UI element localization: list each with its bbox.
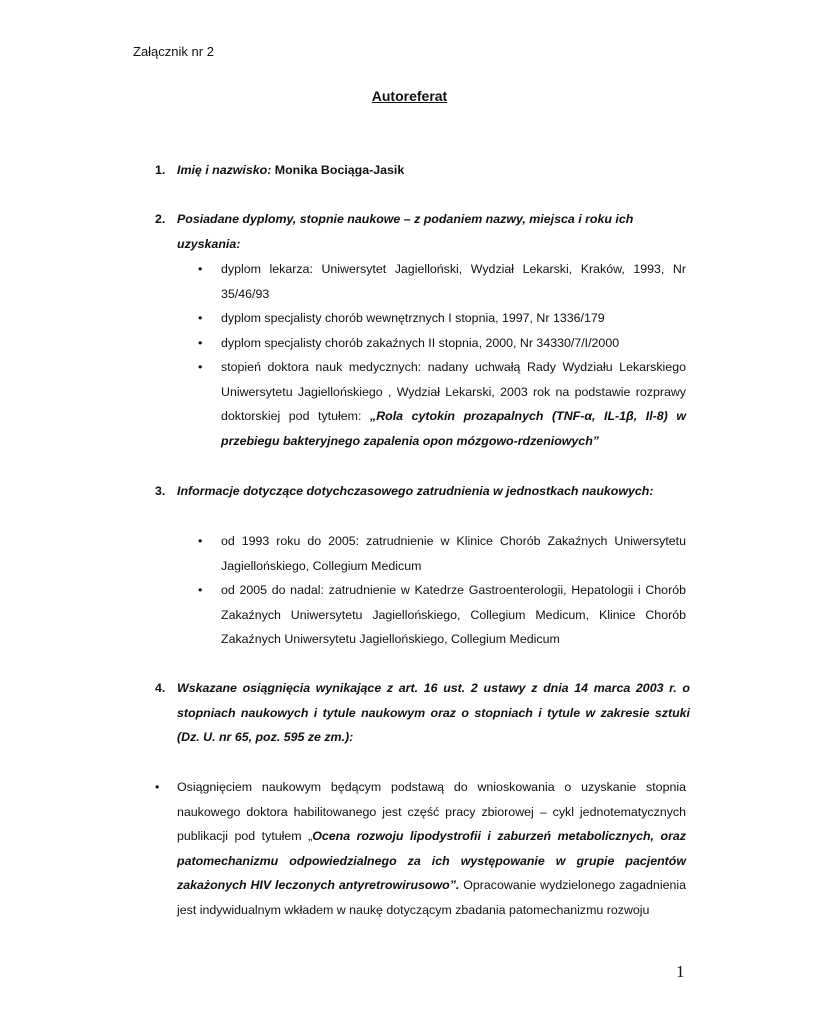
full-name: Monika Bociąga-Jasik [274, 163, 405, 177]
list-item: • od 1993 roku do 2005: zatrudnienie w Klinice Chorób Zakaźnych Uniwersytetu Jagiellońskiego, Collegium Medicum [198, 529, 686, 578]
section-number: 1. [155, 163, 166, 177]
achievement-title: Ocena rozwoju lipodystrofii i zaburzeń metabolicznych, oraz patomechanizmu odpowiedzialnego za ich występowanie w grupie pacjentów zakażonych HIV leczonych antyretrowirusowo”. [177, 829, 686, 892]
achievement-rest: Opracowanie wydzielonego zagadnienia jest indywidualnym wkładem w naukę dotyczącym zbadania patomechanizmu rozwoju [177, 878, 686, 917]
list-item: • dyplom lekarza: Uniwersytet Jagielloński, Wydział Lekarski, Kraków, 1993, Nr 35/46/93 [198, 257, 686, 306]
list-item: • dyplom specjalisty chorób zakaźnych II stopnia, 2000, Nr 34330/7/I/2000 [198, 331, 686, 356]
section-number: 3. [155, 484, 166, 498]
section-2 [155, 207, 690, 256]
bullet-icon: • [198, 360, 203, 374]
diplomas-list [198, 257, 686, 453]
section-label: Informacje dotyczące dotychczasowego zatrudnienia w jednostkach naukowych: [177, 484, 654, 498]
bullet-icon: • [198, 534, 203, 548]
list-item [198, 355, 686, 453]
bullet-icon: • [198, 335, 203, 350]
bullet-icon: • [198, 311, 203, 325]
section-number: 2. [155, 212, 166, 226]
section-label: Posiadane dyplomy, stopnie naukowe – z podaniem nazwy, miejsca i roku ich uzyskania: [177, 212, 634, 251]
section-number: 4. [155, 681, 166, 695]
achievement-intro: Osiągnięciem naukowym będącym podstawą do wnioskowania o uzyskanie stopnia naukowego doktora habilitowanego jest część pracy zbiorowej – cykl jednotematycznych publikacji pod tytułem „ [177, 780, 686, 843]
page-title: Autoreferat [371, 88, 448, 104]
section-label: Wskazane osiągnięcia wynikające z art. 16 ust. 2 ustawy z dnia 14 marca 2003 r. o stopniach naukowych i tytule naukowym oraz o stopniach i tytule w zakresie sztuki (Dz. U. nr 65, poz. 595 ze zm.): [177, 681, 690, 744]
list-item: • od 2005 do nadal: zatrudnienie w Katedrze Gastroenterologii, Hepatologii i Chorób Zakaźnych Uniwersytetu Jagiellońskiego, Collegium Medicum, Klinice Chorób Zakaźnych Uniwersytetu Jagiellońskiego, Collegium Medicum [198, 578, 686, 652]
attachment-label: Załącznik nr 2 [133, 44, 214, 59]
doctorate-text: stopień doktora nauk medycznych: nadany uchwałą Rady Wydziału Lekarskiego Uniwersytetu Jagiellońskiego , Wydział Lekarski, 2003 rok na podstawie rozprawy doktorskiej pod tytułem: [221, 360, 686, 423]
employment-list [198, 529, 686, 652]
achievement-paragraph [155, 775, 686, 922]
bullet-icon: • [198, 583, 203, 597]
list-item: • dyplom specjalisty chorób wewnętrznych I stopnia, 1997, Nr 1336/179 [198, 306, 686, 331]
section-3 [155, 479, 690, 504]
section-1 [155, 158, 690, 183]
section-4 [155, 676, 690, 750]
section-label: Imię i nazwisko: [177, 163, 272, 177]
bullet-icon: • [198, 262, 203, 276]
bullet-icon: • [155, 780, 160, 794]
dissertation-title: „Rola cytokin prozapalnych (TNF-α, IL-1β, Il-8) w przebiegu bakteryjnego zapalenia opon mózgowo-rdzeniowych” [221, 409, 686, 448]
page-number: 1 [676, 962, 685, 981]
